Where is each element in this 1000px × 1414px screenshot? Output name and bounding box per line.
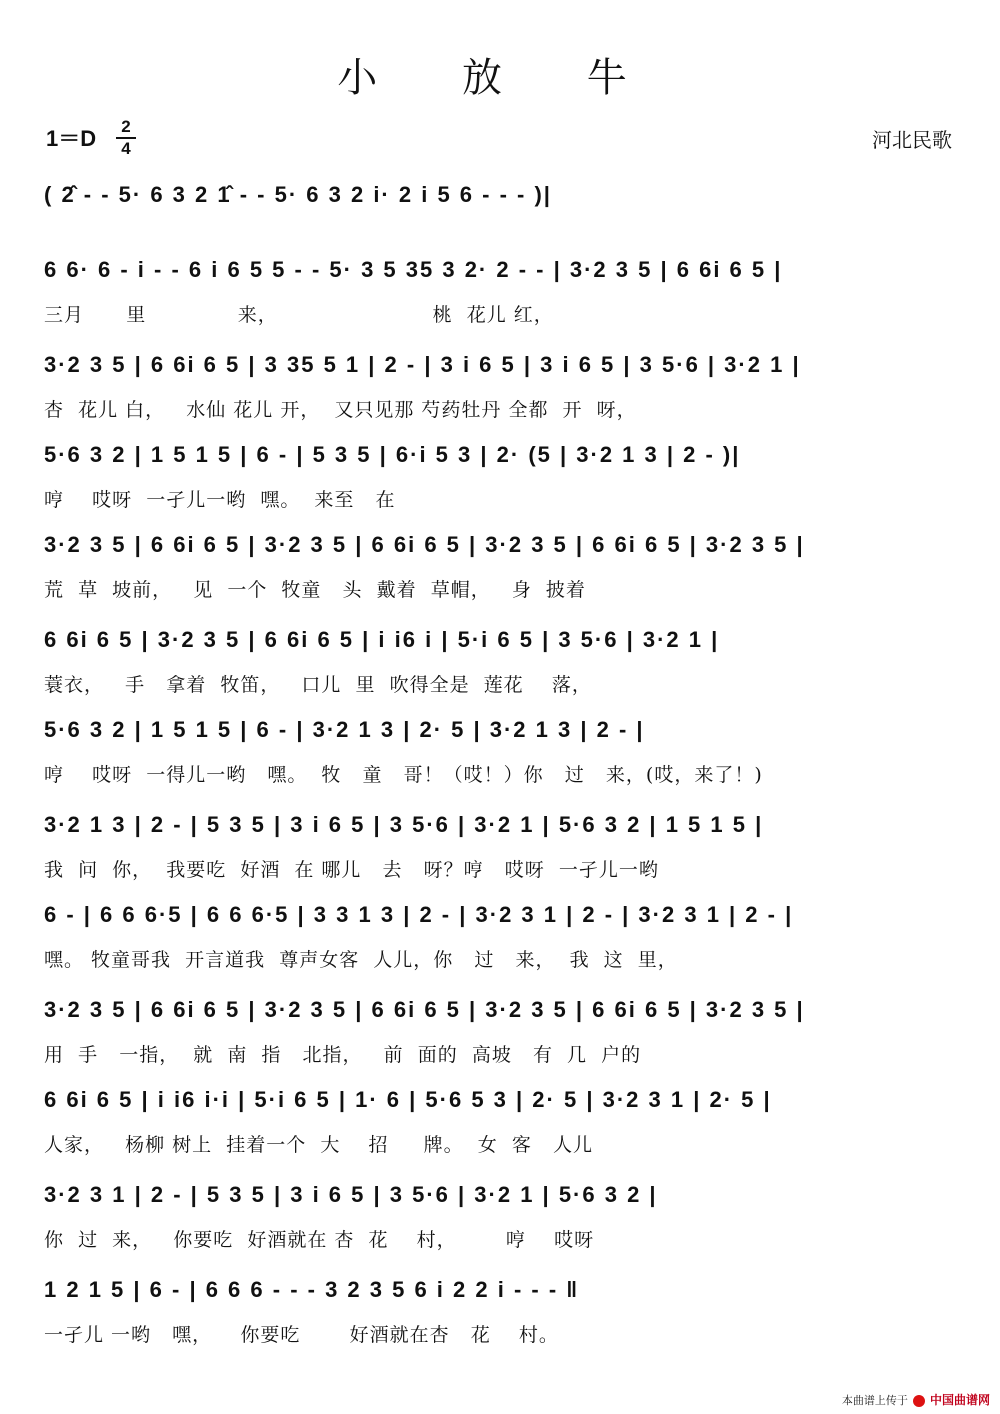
notation-line: 5·6 3 2 | 1 5 1 5 | 6 - | 5 3 5 | 6·i 5 3 | 2· (5 | 3·2 1 3 | 2 - )| (44, 442, 741, 467)
lyric-line: 嘿。 牧童哥我 开言道我 尊声女客 人儿，你 过 来， 我 这 里， (44, 949, 678, 971)
lyric-line: 蓑衣， 手 拿着 牧笛， 口儿 里 吹得全是 莲花 落， (44, 674, 592, 696)
notation-line: 6 - | 6 6 6·5 | 6 6 6·5 | 3 3 1 3 | 2 - | 3·2 3 1 | 2 - | 3·2 3 1 | 2 - | (44, 902, 794, 927)
lyric-line: 人家， 杨柳 树上 挂着一个 大 招 牌。 女 客 人儿 (44, 1134, 593, 1156)
lyric-line: 哼 哎呀 一孑儿一哟 嘿。 来至 在 (44, 489, 396, 511)
notation-line: 3·2 3 5 | 6 6i 6 5 | 3·2 3 5 | 6 6i 6 5 | 3·2 3 5 | 6 6i 6 5 | 3·2 3 5 | (44, 532, 805, 557)
lyric-line: 我 问 你， 我要吃 好酒 在 哪儿 去 呀？哼 哎呀 一孑儿一哟 (44, 859, 659, 881)
notation-line: 3·2 1 3 | 2 - | 5 3 5 | 3 i 6 5 | 3 5·6 | 3·2 1 | 5·6 3 2 | 1 5 1 5 | (44, 812, 764, 837)
key-signature: 1＝D (46, 126, 97, 151)
lyric-line: 你 过 来， 你要吃 好酒就在 杏 花 村， 哼 哎呀 (44, 1229, 595, 1251)
upload-text: 本曲谱上传于 (841, 1395, 908, 1407)
notation-line: 6 6· 6 - i - - 6 i 6 5 5 - - 5· 3 5 35 3 2· 2 - - | 3·2 3 5 | 6 6i 6 5 | (44, 257, 783, 282)
site-name: 中国曲谱网 (929, 1393, 990, 1407)
lyric-line: 用 手 一指， 就 南 指 北指， 前 面的 高坡 有 几 户的 (44, 1044, 642, 1066)
notation-line: 3·2 3 1 | 2 - | 5 3 5 | 3 i 6 5 | 3 5·6 | 3·2 1 | 5·6 3 2 | (44, 1182, 658, 1207)
notation-line: 6 6i 6 5 | i i6 i·i | 5·i 6 5 | 1· 6 | 5·6 5 3 | 2· 5 | 3·2 3 1 | 2· 5 | (44, 1087, 772, 1112)
notation-line: 1 2 1 5 | 6 - | 6 6 6 - - - 3 2 3 5 6 i 2 2 i - - - ‖ (44, 1277, 580, 1302)
notation-line: ( 2̂ - - 5· 6 3 2 1̂ - - 5· 6 3 2 i· 2 i 5 6 - - - )| (44, 182, 552, 207)
song-credit: 河北民歌 (872, 128, 952, 152)
lyric-line: 一孑儿 一哟 嘿， 你要吃 好酒就在杏 花 村。 (44, 1324, 559, 1346)
notation-line: 6 6i 6 5 | 3·2 3 5 | 6 6i 6 5 | i i6 i | 5·i 6 5 | 3 5·6 | 3·2 1 | (44, 627, 720, 652)
time-signature (116, 118, 136, 158)
time-signature-top: 2 (121, 117, 131, 136)
lyric-line: 三月 里 来， 桃 花儿 红， (44, 304, 554, 326)
notation-line: 5·6 3 2 | 1 5 1 5 | 6 - | 3·2 1 3 | 2· 5 | 3·2 1 3 | 2 - | (44, 717, 645, 742)
notation-line: 3·2 3 5 | 6 6i 6 5 | 3·2 3 5 | 6 6i 6 5 | 3·2 3 5 | 6 6i 6 5 | 3·2 3 5 | (44, 997, 805, 1022)
lyric-line: 荒 草 坡前， 见 一个 牧童 头 戴着 草帽， 身 披着 (44, 579, 586, 601)
lyric-line: 哼 哎呀 一得儿一哟 嘿。 牧 童 哥！（哎！）你 过 来，(哎，来了！) (44, 764, 763, 786)
song-title: 小 放 牛 (337, 55, 663, 101)
lyric-line: 杏 花儿 白， 水仙 花儿 开， 又只见那 芍药牡丹 全都 开 呀， (44, 399, 637, 421)
upload-footer (842, 1391, 990, 1408)
site-logo-icon (913, 1395, 925, 1407)
time-signature-bottom: 4 (121, 139, 131, 158)
notation-line: 3·2 3 5 | 6 6i 6 5 | 3 35 5 1 | 2 - | 3 i 6 5 | 3 i 6 5 | 3 5·6 | 3·2 1 | (44, 352, 801, 377)
